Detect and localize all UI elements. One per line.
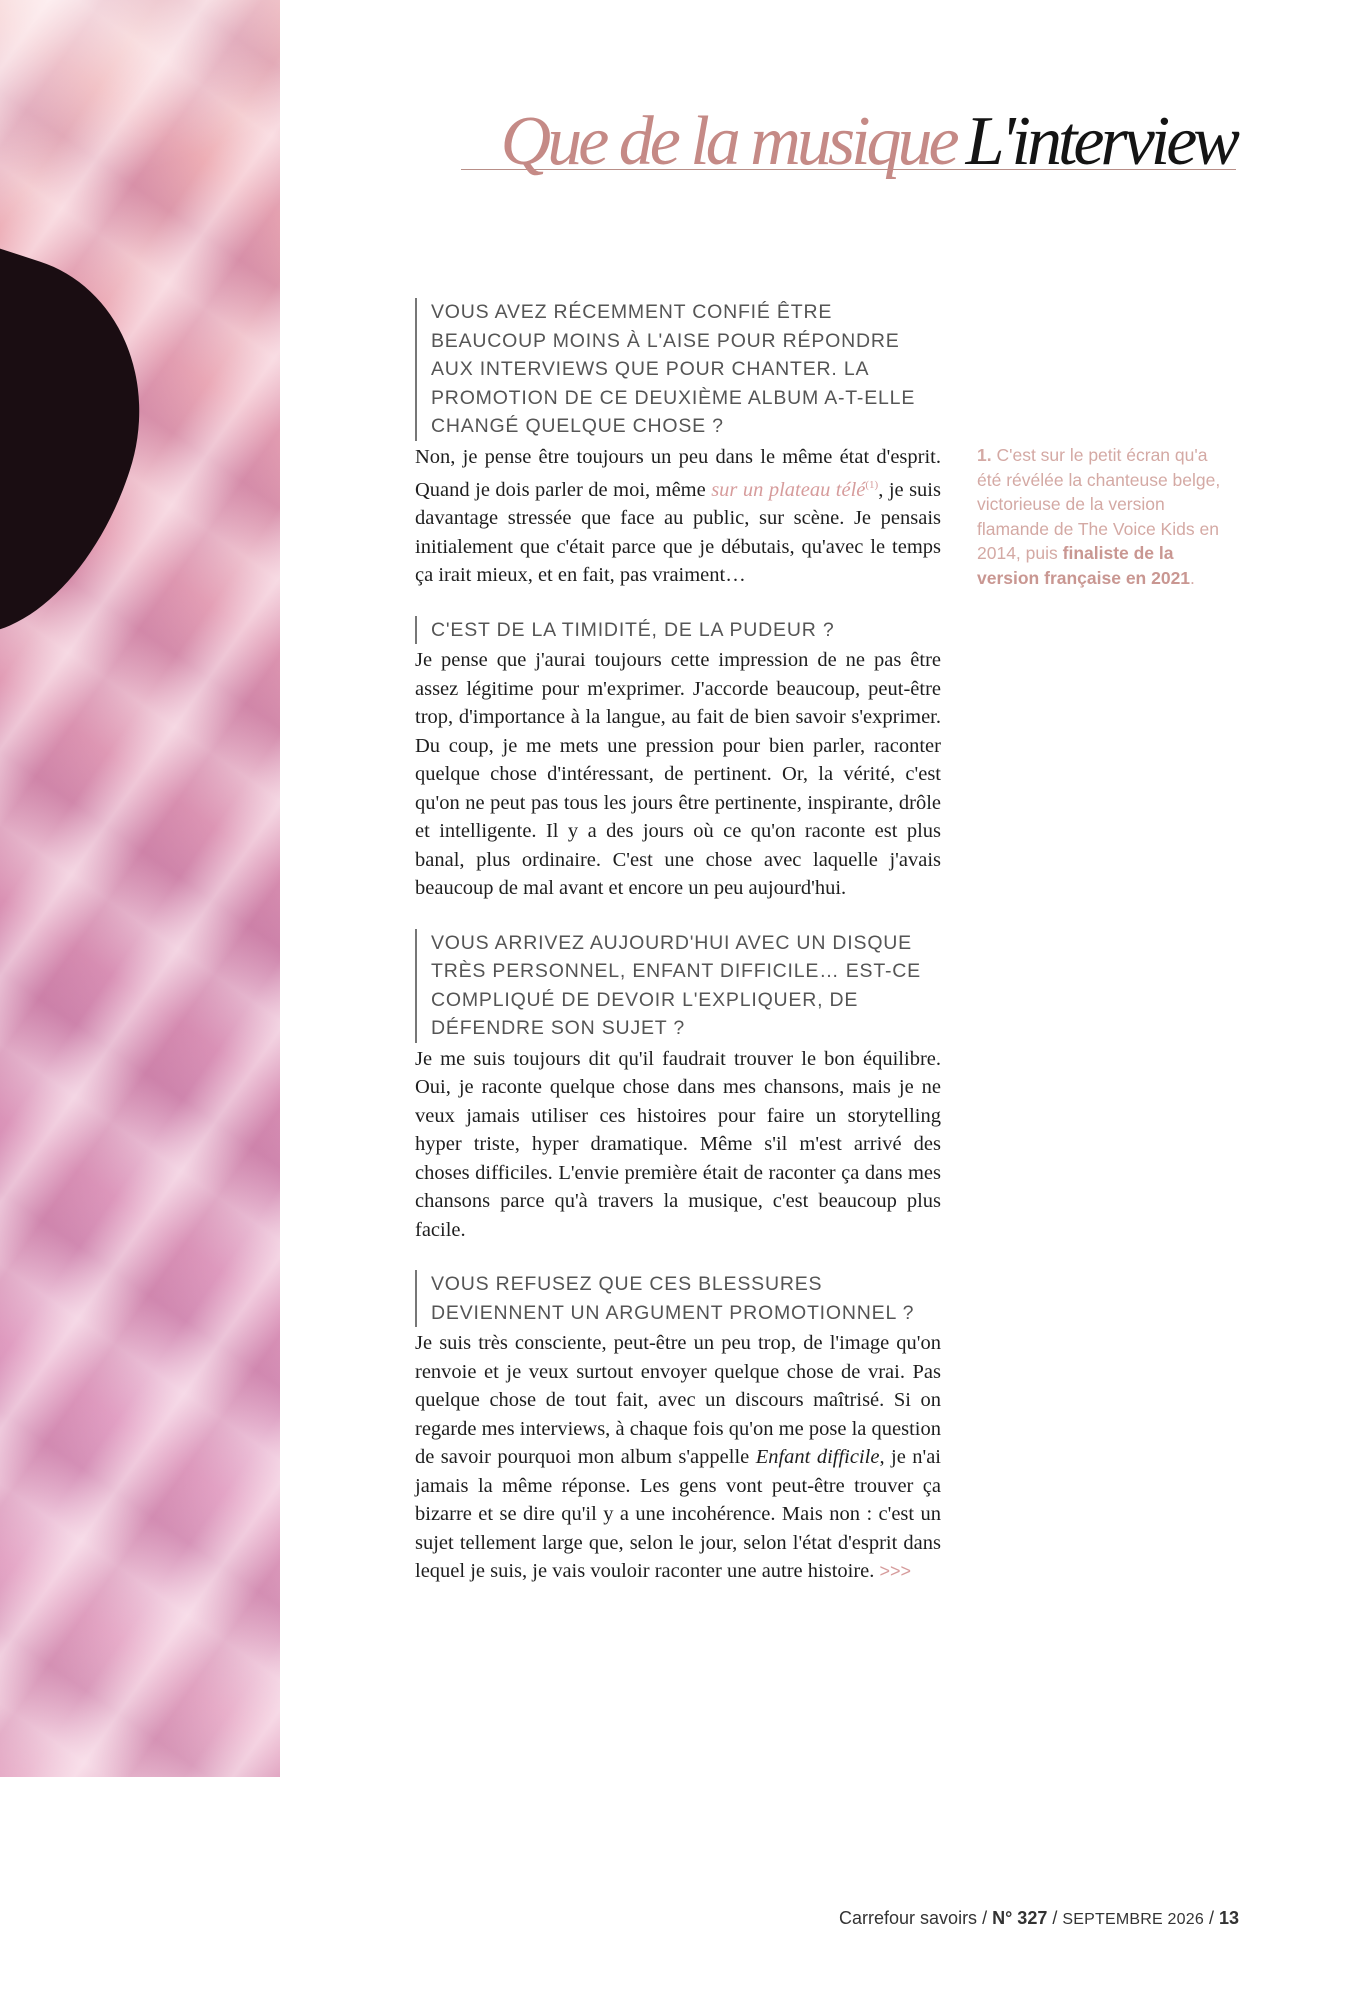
footnote-bold: finaliste de la version française en 2021 <box>977 543 1191 588</box>
magazine-name: Carrefour savoirs <box>839 1908 978 1928</box>
continue-arrows: >>> <box>879 1561 912 1582</box>
footer-separator: / <box>982 1908 988 1928</box>
answer-4 <box>415 1329 941 1586</box>
footnote-number: 1. <box>977 445 992 465</box>
answer-1-text-end: , je suis davantage stressée que face au public, sur scène. Je pensais initialement que c'était parce que je débutais, qu'avec le temps ça irait mieux, et en fait, pas vraiment… <box>415 478 941 587</box>
issue-month: SEPTEMBRE 2026 <box>1062 1911 1204 1928</box>
footer-separator: / <box>1208 1908 1214 1928</box>
page-title: L'interview <box>965 103 1236 180</box>
page-header <box>501 102 1236 182</box>
interview-article <box>415 298 941 1612</box>
section-name: Que de la musique <box>500 103 956 180</box>
footer-separator: / <box>1052 1908 1058 1928</box>
answer-1 <box>415 443 941 590</box>
page-footer <box>839 1908 1239 1929</box>
question-2: C'EST DE LA TIMIDITÉ, DE LA PUDEUR ? <box>415 616 941 645</box>
dark-fabric-shape <box>0 231 183 670</box>
answer-2: Je pense que j'aurai toujours cette impression de ne pas être assez légitime pour m'exprimer. J'accorde beaucoup, peut-être trop, d'importance à la langue, au fait de bien savoir s'exprimer. Du coup, je me mets une pression pour bien parler, raconter quelque chose d'intéressant, de pertinent. Or, la vérité, c'est qu'on ne peut pas tous les jours être pertinente, inspirante, drôle et intelligente. Il y a des jours où ce qu'on raconte est plus banal, plus ordinaire. C'est une chose avec laquelle j'avais beaucoup de mal avant et encore un peu aujourd'hui. <box>415 649 941 900</box>
sidebar-footnote <box>977 443 1225 590</box>
tv-reference: sur un plateau télé <box>711 478 866 501</box>
issue-number: N° 327 <box>992 1908 1048 1928</box>
question-4: VOUS REFUSEZ QUE CES BLESSURES DEVIENNENT UN ARGUMENT PROMOTIONNEL ? <box>415 1270 941 1327</box>
answer-3: Je me suis toujours dit qu'il faudrait trouver le bon équilibre. Oui, je raconte quelque chose dans mes chansons, mais je ne veux jamais utiliser ces histoires pour faire un storytelling hyper triste, hyper dramatique. Même s'il m'est arrivé des choses difficiles. L'envie première était de raconter ça dans mes chansons parce qu'à travers la musique, c'est beaucoup plus facile. <box>415 1047 941 1241</box>
page-number: 13 <box>1218 1908 1239 1928</box>
footnote-text: C'est sur le petit écran qu'a été révélée la chanteuse belge, victorieuse de la version flamande de The Voice Kids en 2014, puis <box>977 445 1221 563</box>
question-1: VOUS AVEZ RÉCEMMENT CONFIÉ ÊTRE BEAUCOUP MOINS À L'AISE POUR RÉPONDRE AUX INTERVIEWS QUE POUR CHANTER. LA PROMOTION DE CE DEUXIÈME ALBUM A-T-ELLE CHANGÉ QUELQUE CHOSE ? <box>415 298 941 441</box>
answer-4-text-start: Je suis très consciente, peut-être un peu trop, de l'image qu'on renvoie et je veux surtout envoyer quelque chose de vrai. Pas quelque chose de tout fait, avec un discours maîtrisé. Si on regarde mes interviews, à chaque fois qu'on me pose la question de savoir pourquoi mon album s'appelle <box>415 1332 941 1469</box>
album-title: Enfant difficile <box>755 1446 880 1469</box>
footnote-marker: (1) <box>865 479 879 491</box>
satin-photo <box>0 0 280 1777</box>
answer-1-text-start: Non, je pense être toujours un peu dans le même état d'esprit. Quand je dois parler de moi, même <box>415 445 941 501</box>
question-3: VOUS ARRIVEZ AUJOURD'HUI AVEC UN DISQUE TRÈS PERSONNEL, ENFANT DIFFICILE… EST-CE COMPLIQUÉ DE DEVOIR L'EXPLIQUER, DE DÉFENDRE SON SUJET ? <box>415 929 941 1043</box>
footnote-end: . <box>1190 567 1195 588</box>
answer-4-text-end: , je n'ai jamais la même réponse. Les gens vont peut-être trouver ça bizarre et se dire qu'il y a une incohérence. Mais non : c'est un sujet tellement large que, selon le jour, selon l'état d'esprit dans lequel je suis, je vais vouloir raconter une autre histoire. <box>415 1446 941 1583</box>
